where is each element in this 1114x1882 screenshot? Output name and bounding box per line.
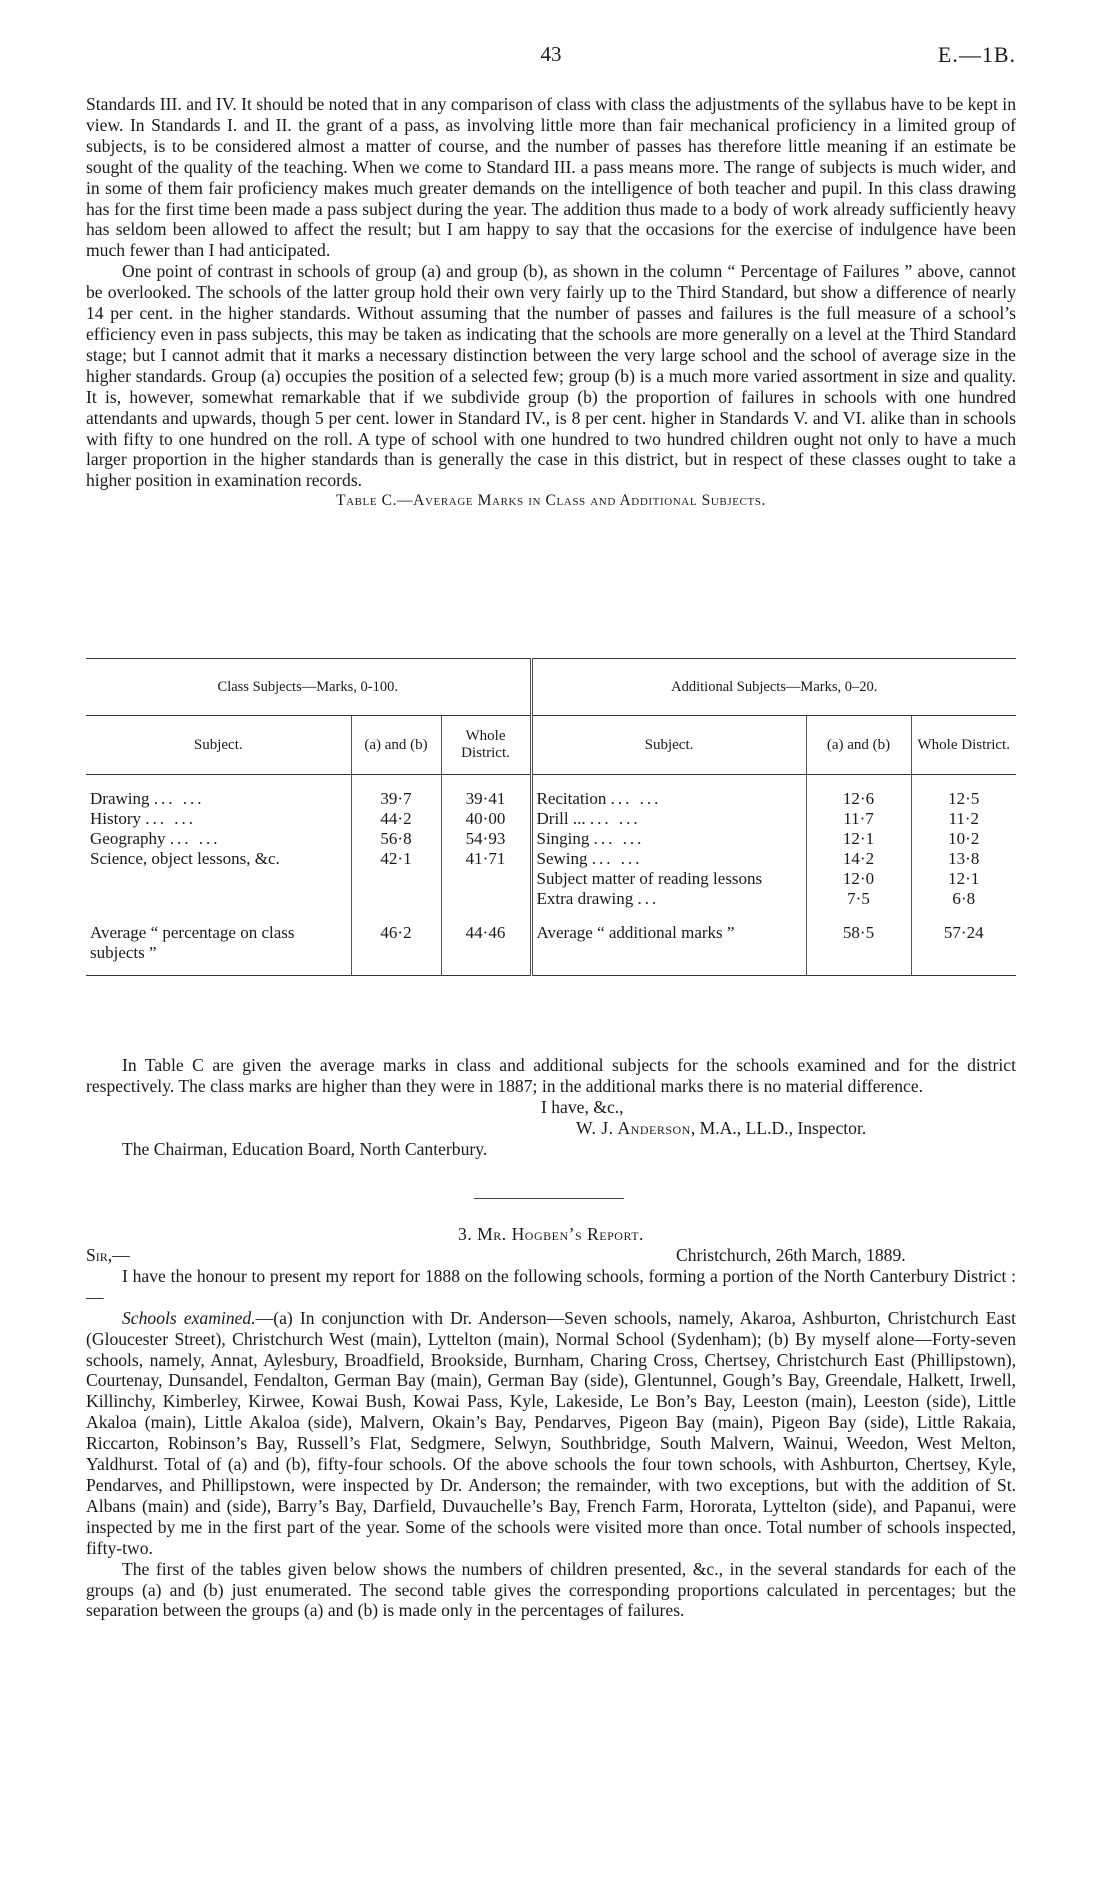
row-subject: Drill ...	[536, 809, 586, 828]
salutation: Sir,—	[86, 1244, 130, 1265]
row-value-whole: 12·5	[948, 789, 980, 808]
column-header-ab: (a) and (b)	[351, 716, 441, 775]
signature-title: , M.A., LL.D., Inspector.	[690, 1117, 867, 1138]
row-subject: Extra drawing	[536, 889, 634, 908]
place-date: Christchurch, 26th March, 1889.	[676, 1244, 906, 1265]
average-label: Average “ additional marks ”	[531, 923, 806, 976]
row-subject: Singing	[536, 829, 590, 848]
leader-dots: ... ...	[589, 809, 641, 828]
additional-subjects-heading: Additional Subjects—Marks, 0–20.	[531, 659, 1016, 716]
row-value-whole: 10·2	[948, 829, 980, 848]
paragraph-contrast: One point of contrast in schools of group (a) and group (b), as shown in the column “ Percentage of Failures ” above, cannot be overlooked. The schools of the latter group hold their own very fairly up to the Third Standard, but show a difference of nearly 14 per cent. in the higher standards. Without assuming that the number of passes and failures is the full measure of a school’s efficiency even in pass subjects, this may be taken as indicating that the schools are more generally on a level at the Third Standard stage; but I cannot admit that it marks a necessary distinction between the very large school and the school of average size in the higher standards. Group (a) occupies the position of a selected few; group (b) is a much more varied assortment in size and quality. It is, however, somewhat remarkable that if we subdivide group (b) the proportion of failures in schools with one hundred attendants and upwards, though 5 per cent. lower in Standard IV., is 8 per cent. higher in Standards V. and VI. alike than in schools with fifty to one hundred on the roll. A type of school with one hundred to two hundred children ought not only to have a much larger proportion in the higher standards than is generally the case in this district, but in respect of these classes ought to take a higher position in examination records.	[86, 261, 1016, 491]
after-table-text	[86, 1055, 1016, 1160]
row-value-whole: 54·93	[441, 829, 531, 849]
paragraph-intro: I have the honour to present my report for 1888 on the following schools, forming a portion of the North Canterbury District :—	[86, 1265, 1016, 1307]
leader-dots: ...	[637, 889, 660, 908]
leader-dots: ... ...	[593, 829, 645, 848]
row-subject: Sewing	[536, 849, 588, 868]
column-header-whole: Whole District.	[441, 716, 531, 775]
average-value-ab: 46·2	[351, 923, 441, 976]
page-header	[86, 42, 1016, 72]
column-header-whole: Whole District.	[917, 736, 1010, 753]
paragraph-table-c: In Table C are given the average marks in class and additional subjects for the schools examined and for the district respectively. The class marks are higher than they were in 1887; in the additional marks there is no material difference.	[86, 1055, 1016, 1096]
signature	[86, 1118, 1016, 1139]
paragraph-standards: Standards III. and IV. It should be noted that in any comparison of class with class the adjustments of the syllabus have to be kept in view. In Standards I. and II. the grant of a pass, as involving little more than fair mechanical proficiency in a limited group of subjects, is to be considered almost a matter of course, and the number of passes has therefore little meaning if an estimate be sought of the quality of the teaching. When we come to Standard III. a pass means more. The range of subjects is much wider, and in some of them fair proficiency makes much greater demands on the intelligence of both teacher and pupil. In this class drawing has for the first time been made a pass subject during the year. The addition thus made to a body of work already sufficiently heavy has seldom been allowed to affect the result; but I am happy to say that the occasions for the exercise of indulgence have been much fewer than I had anticipated.	[86, 94, 1016, 261]
row-value-whole: 6·8	[952, 889, 976, 908]
table-row	[86, 869, 1016, 889]
report-title: 3. Mr. Hogben’s Report.	[458, 1224, 644, 1244]
row-value-whole: 40·00	[441, 809, 531, 829]
row-value-whole: 41·71	[441, 849, 531, 869]
paragraph-schools	[86, 1308, 1016, 1559]
average-value-whole: 57·24	[943, 923, 984, 942]
schools-text: —(a) In conjunction with Dr. Anderson—Seven schools, namely, Akaroa, Ashburton, Christchurch East (Gloucester Street), Christchurch West (main), Lyttelton (main), Normal School (Sydenham); (b) By myself alone—Forty-seven schools, namely, Annat, Aylesbury, Broadfield, Brookside, Burnham, Charing Cross, Chertsey, Christchurch East (Phillipstown), Courtenay, Dunsandel, Fendalton, German Bay (main), German Bay (side), Glentunnel, Gough’s Bay, Greendale, Halkett, Irwell, Killinchy, Kimberley, Kirwee, Kowai Bush, Kowai Pass, Kyle, Lakeside, Le Bon’s Bay, Leeston (main), Leeston (side), Little Akaloa (main), Little Akaloa (side), Malvern, Okain’s Bay, Pendarves, Pigeon Bay (main), Pigeon Bay (side), Little Rakaia, Riccarton, Robinson’s Bay, Russell’s Flat, Sedgmere, Selwyn, Southbridge, South Malvern, Wainui, Weedon, West Melton, Yaldhurst. Total of (a) and (b), fifty-four schools. Of the above schools the four town schools, with Ashburton, Chertsey, Kyle, Pendarves, and Phillipstown, were inspected by Dr. Anderson; the remainder, with two exceptions, but with the addition of St. Albans (main) and (side), Barry’s Bay, Darfield, Duvauchelle’s Bay, French Farm, Hororata, Lyttelton (side), and Papanui, were inspected by me in the first part of the year. Some of the schools were visited more than once. Total number of schools inspected, fifty-two.	[86, 1307, 1016, 1558]
table-row	[86, 829, 1016, 849]
table-row	[86, 849, 1016, 869]
row-value-ab: 14·2	[806, 849, 911, 869]
row-value-ab: 11·7	[806, 809, 911, 829]
addressee: The Chairman, Education Board, North Canterbury.	[122, 1138, 488, 1159]
leader-dots: ... ...	[591, 849, 643, 868]
class-subjects-heading: Class Subjects—Marks, 0-100.	[86, 659, 531, 716]
average-value-ab: 58·5	[806, 923, 911, 976]
row-value-ab: 39·7	[351, 789, 441, 809]
leader-dots: ... ...	[153, 789, 205, 808]
table-caption: Table C.—Average Marks in Class and Additional Subjects.	[336, 492, 766, 510]
column-header-subject: Subject.	[86, 716, 351, 775]
paragraph-tables: The first of the tables given below shows the numbers of children presented, &c., in the several standards for each of the groups (a) and (b) just enumerated. The second table gives the corresponding proportions calculated in percentages; but the separation between the groups (a) and (b) is made only in the percentages of failures.	[86, 1558, 1016, 1621]
row-value-ab: 12·0	[806, 869, 911, 889]
leader-dots: ... ...	[610, 789, 662, 808]
table-row	[86, 889, 1016, 909]
row-value-ab: 44·2	[351, 809, 441, 829]
row-subject: Science, object lessons, &c.	[90, 849, 280, 868]
row-value-ab: 56·8	[351, 829, 441, 849]
row-subject: Drawing	[90, 789, 150, 808]
column-header-ab: (a) and (b)	[806, 716, 911, 775]
closing-line: I have, &c.,	[541, 1096, 624, 1117]
row-value-whole: 39·41	[441, 789, 531, 809]
row-value-ab: 12·1	[806, 829, 911, 849]
average-label: Average “ percentage on class subjects ”	[86, 923, 351, 976]
salutation-line	[86, 1245, 1016, 1266]
row-value-ab: 7·5	[806, 889, 911, 909]
average-value-whole: 44·46	[441, 923, 531, 976]
row-subject: History	[90, 809, 141, 828]
table-row	[86, 789, 1016, 809]
column-header-subject: Subject.	[531, 716, 806, 775]
table-c	[86, 658, 1016, 976]
leader-dots: ... ...	[169, 829, 221, 848]
signature-name: W. J. Anderson	[576, 1117, 691, 1138]
body-text	[86, 94, 1016, 512]
schools-label: Schools examined.	[122, 1307, 256, 1328]
row-value-whole: 13·8	[948, 849, 980, 868]
row-value-ab: 12·6	[806, 789, 911, 809]
row-subject: Geography	[90, 829, 166, 848]
row-value-ab: 42·1	[351, 849, 441, 869]
page-number: 43	[540, 42, 562, 66]
document-code: E.—1B.	[937, 42, 1016, 67]
table-row	[86, 809, 1016, 829]
section-divider	[474, 1198, 624, 1199]
hogben-report	[86, 1224, 1016, 1621]
leader-dots: ... ...	[145, 809, 196, 828]
row-subject: Subject matter of reading lessons	[536, 869, 763, 888]
row-subject: Recitation	[536, 789, 607, 808]
table-row-average	[86, 923, 1016, 976]
row-value-whole: 11·2	[948, 809, 980, 828]
row-value-whole: 12·1	[948, 869, 980, 888]
